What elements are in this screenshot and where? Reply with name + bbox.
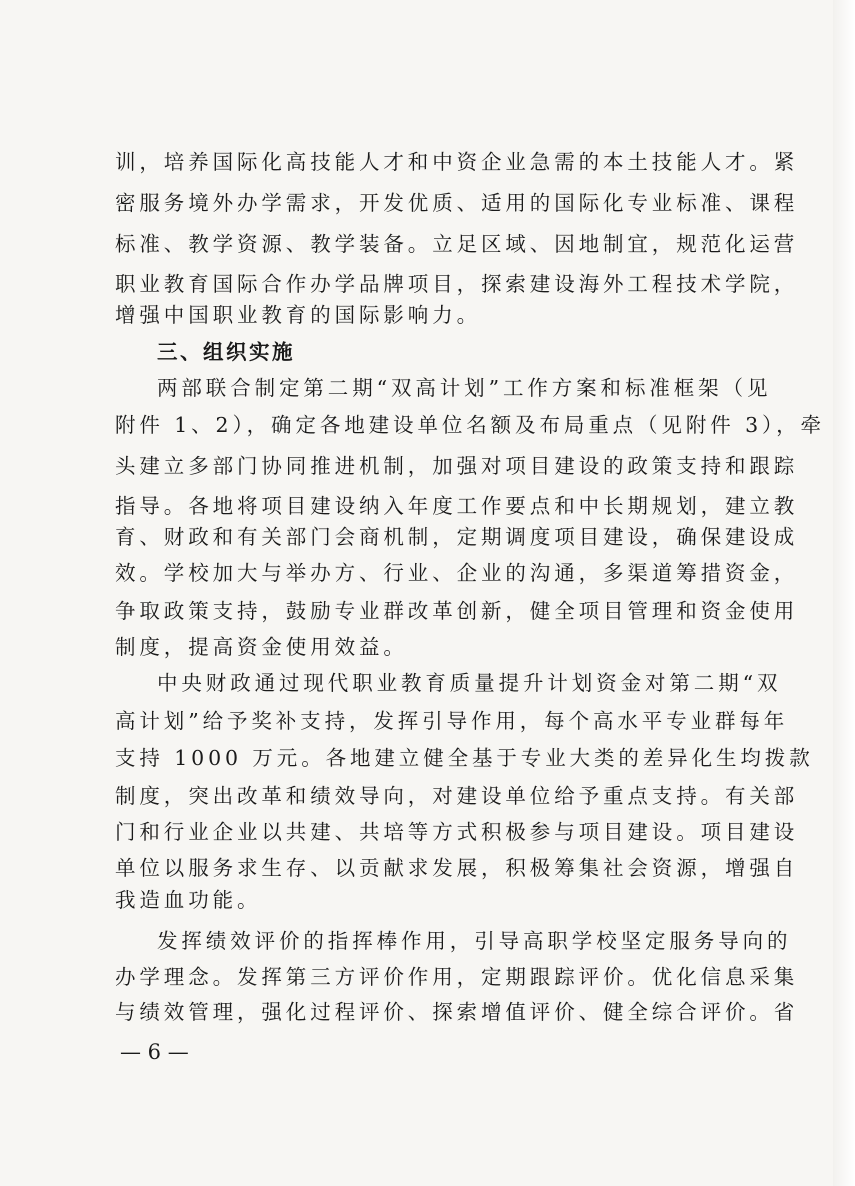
text-line: 制度，提高资金使用效益。 (115, 635, 408, 659)
section-heading: 三、组织实施 (157, 340, 295, 364)
text-line: 头建立多部门协同推进机制，加强对项目建设的政策支持和跟踪 (115, 454, 799, 478)
text-line: 职业教育国际合作办学品牌项目，探索建设海外工程技术学院， (115, 272, 799, 296)
text-line: 中央财政通过现代职业教育质量提升计划资金对第二期“双 (157, 671, 782, 695)
text-line: 训，培养国际化高技能人才和中资企业急需的本土技能人才。紧 (115, 150, 799, 174)
text-line: 密服务境外办学需求，开发优质、适用的国际化专业标准、课程 (115, 191, 799, 215)
text-line: 办学理念。发挥第三方评价作用，定期跟踪评价。优化信息采集 (115, 965, 799, 989)
text-line: 门和行业企业以共建、共培等方式积极参与项目建设。项目建设 (115, 820, 799, 844)
text-line: 发挥绩效评价的指挥棒作用，引导高职学校坚定服务导向的 (157, 929, 792, 953)
text-line: 高计划”给予奖补支持，发挥引导作用，每个高水平专业群每年 (115, 709, 789, 733)
page-number: — 6 — (120, 1040, 189, 1064)
text-line: 增强中国职业教育的国际影响力。 (115, 303, 481, 327)
text-line: 与绩效管理，强化过程评价、探索增值评价、健全综合评价。省 (115, 1000, 799, 1024)
page-edge (833, 0, 855, 1186)
text-line: 标准、教学资源、教学装备。立足区域、因地制宜，规范化运营 (115, 232, 799, 256)
text-line: 制度，突出改革和绩效导向，对建设单位给予重点支持。有关部 (115, 784, 799, 808)
text-line: 我造血功能。 (115, 888, 262, 912)
text-line: 支持 1000 万元。各地建立健全基于专业大类的差异化生均拨款 (115, 746, 814, 770)
text-line: 单位以服务求生存、以贡献求发展，积极筹集社会资源，增强自 (115, 856, 799, 880)
text-line: 育、财政和有关部门会商机制，定期调度项目建设，确保建设成 (115, 525, 799, 549)
text-line: 指导。各地将项目建设纳入年度工作要点和中长期规划，建立教 (115, 494, 799, 518)
text-line: 两部联合制定第二期“双高计划”工作方案和标准框架（见 (157, 376, 772, 400)
text-line: 争取政策支持，鼓励专业群改革创新，健全项目管理和资金使用 (115, 599, 799, 623)
text-line: 效。学校加大与举办方、行业、企业的沟通，多渠道筹措资金， (115, 561, 799, 585)
text-line: 附件 1、2），确定各地建设单位名额及布局重点（见附件 3），牵 (115, 413, 825, 437)
